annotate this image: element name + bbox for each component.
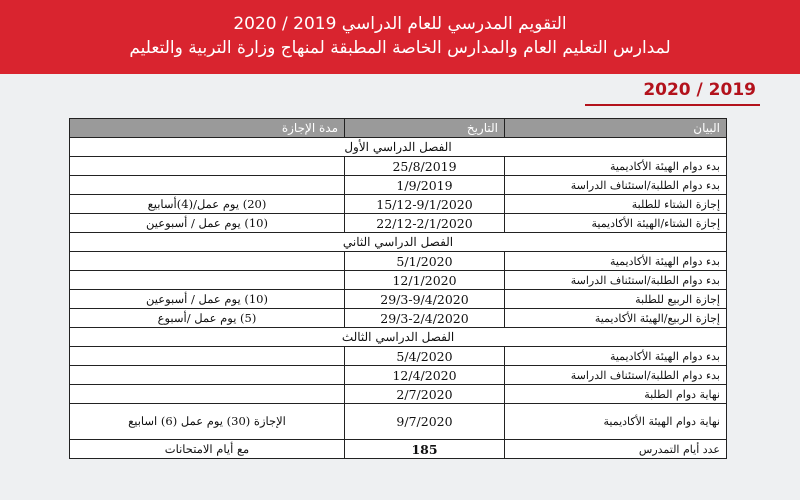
cell-description: بدء دوام الطلبة/استئناف الدراسة bbox=[505, 271, 727, 290]
cell-duration bbox=[70, 252, 345, 271]
cell-date: 15/12-9/1/2020 bbox=[345, 195, 505, 214]
table-row bbox=[70, 290, 727, 309]
cell-date: 5/1/2020 bbox=[345, 252, 505, 271]
cell-duration: (10) يوم عمل / أسبوعين bbox=[70, 214, 345, 233]
semester-title: الفصل الدراسي الثاني bbox=[70, 233, 727, 252]
table-row bbox=[70, 271, 727, 290]
cell-date: 29/3-2/4/2020 bbox=[345, 309, 505, 328]
cell-date: 5/4/2020 bbox=[345, 347, 505, 366]
summary-note: مع أيام الامتحانات bbox=[70, 440, 345, 459]
cell-description: نهاية دوام الهيئة الأكاديمية bbox=[505, 404, 727, 440]
table-row bbox=[70, 214, 727, 233]
semester-title: الفصل الدراسي الثالث bbox=[70, 328, 727, 347]
table-row bbox=[70, 157, 727, 176]
cell-description: إجازة الشتاء/الهيئة الأكاديمية bbox=[505, 214, 727, 233]
table-row bbox=[70, 366, 727, 385]
cell-date: 12/1/2020 bbox=[345, 271, 505, 290]
summary-row bbox=[70, 440, 727, 459]
cell-duration bbox=[70, 347, 345, 366]
table-row bbox=[70, 404, 727, 440]
cell-description: بدء دوام الهيئة الأكاديمية bbox=[505, 252, 727, 271]
cell-description: نهاية دوام الطلبة bbox=[505, 385, 727, 404]
table-row bbox=[70, 176, 727, 195]
semester-row bbox=[70, 328, 727, 347]
page-title: التقويم المدرسي للعام الدراسي 2019 / 2020 bbox=[233, 14, 567, 34]
column-header-description: البيان bbox=[505, 119, 727, 138]
cell-date: 22/12-2/1/2020 bbox=[345, 214, 505, 233]
semester-row bbox=[70, 233, 727, 252]
table-row bbox=[70, 347, 727, 366]
cell-duration bbox=[70, 366, 345, 385]
cell-date: 12/4/2020 bbox=[345, 366, 505, 385]
cell-date: 1/9/2019 bbox=[345, 176, 505, 195]
cell-duration: (10) يوم عمل / أسبوعين bbox=[70, 290, 345, 309]
year-underline bbox=[585, 104, 760, 106]
table-row bbox=[70, 385, 727, 404]
cell-description: إجازة الربيع للطلبة bbox=[505, 290, 727, 309]
cell-duration bbox=[70, 176, 345, 195]
cell-date: 9/7/2020 bbox=[345, 404, 505, 440]
semester-title: الفصل الدراسي الأول bbox=[70, 138, 727, 157]
cell-duration bbox=[70, 385, 345, 404]
table-row bbox=[70, 195, 727, 214]
year-heading: 2020 / 2019 bbox=[643, 80, 756, 100]
cell-duration: الإجازة (30) يوم عمل (6) اسابيع bbox=[70, 404, 345, 440]
cell-description: بدء دوام الهيئة الأكاديمية bbox=[505, 347, 727, 366]
semester-row bbox=[70, 138, 727, 157]
cell-duration bbox=[70, 271, 345, 290]
cell-description: إجازة الشتاء للطلبة bbox=[505, 195, 727, 214]
column-header-date: التاريخ bbox=[345, 119, 505, 138]
cell-description: بدء دوام الطلبة/استئناف الدراسة bbox=[505, 366, 727, 385]
cell-description: بدء دوام الهيئة الأكاديمية bbox=[505, 157, 727, 176]
table-row bbox=[70, 252, 727, 271]
cell-description: بدء دوام الطلبة/استئناف الدراسة bbox=[505, 176, 727, 195]
header-banner bbox=[0, 0, 800, 74]
cell-description: إجازة الربيع/الهيئة الأكاديمية bbox=[505, 309, 727, 328]
table-header-row bbox=[70, 119, 727, 138]
summary-label: عدد أيام التمدرس bbox=[505, 440, 727, 459]
cell-date: 29/3-9/4/2020 bbox=[345, 290, 505, 309]
cell-date: 2/7/2020 bbox=[345, 385, 505, 404]
cell-duration: (5) يوم عمل /أسبوع bbox=[70, 309, 345, 328]
cell-duration bbox=[70, 157, 345, 176]
table-row bbox=[70, 309, 727, 328]
cell-date: 25/8/2019 bbox=[345, 157, 505, 176]
school-days-count: 185 bbox=[345, 440, 505, 459]
cell-duration: (20) يوم عمل/(4)أسابيع bbox=[70, 195, 345, 214]
school-calendar-table bbox=[69, 118, 727, 459]
page-subtitle: لمدارس التعليم العام والمدارس الخاصة المطبقة لمنهاج وزارة التربية والتعليم bbox=[129, 38, 671, 58]
column-header-duration: مدة الإجازة bbox=[70, 119, 345, 138]
